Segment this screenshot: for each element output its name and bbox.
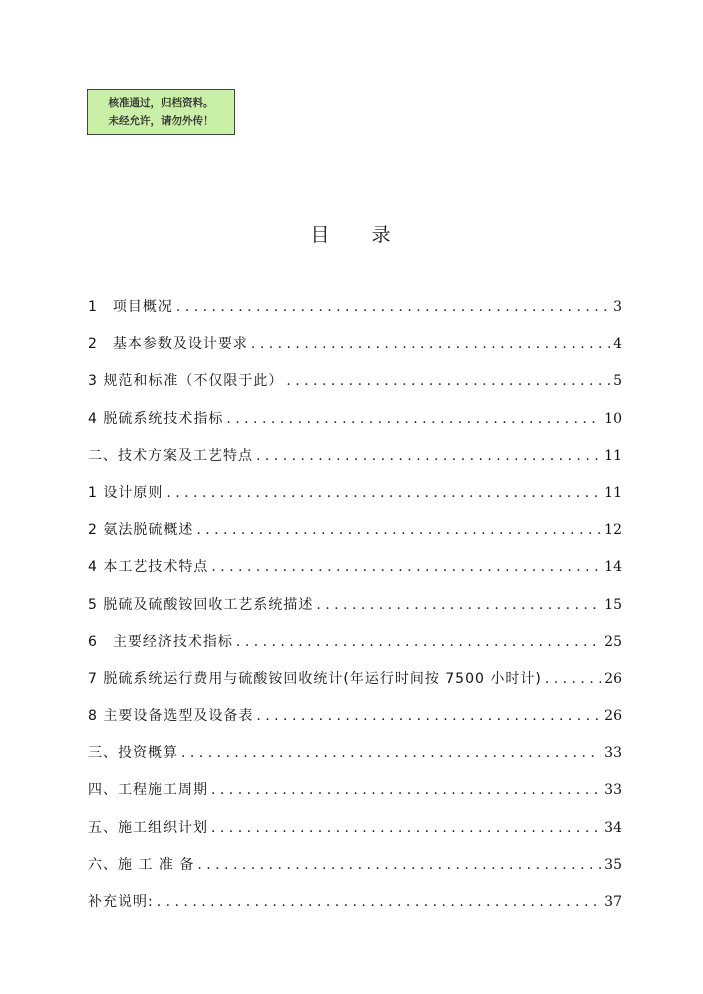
toc-entry-label: 6 主要经济技术指标	[88, 633, 233, 650]
toc-entry[interactable]	[88, 668, 622, 705]
toc-leader-dots	[236, 634, 601, 650]
toc-entry-page: 35	[604, 856, 622, 873]
table-of-contents	[88, 296, 622, 928]
toc-entry-page: 15	[604, 596, 622, 613]
toc-entry-label: 1 设计原则	[88, 484, 164, 501]
stamp-line-1: 核准通过，归档资料。	[108, 97, 214, 109]
toc-entry[interactable]	[88, 817, 622, 854]
toc-leader-dots	[251, 336, 610, 352]
toc-entry[interactable]	[88, 779, 622, 816]
toc-entry-label: 补充说明:	[88, 894, 154, 910]
toc-leader-dots	[157, 894, 601, 910]
toc-entry-page: 34	[604, 819, 622, 836]
toc-entry-label: 7 脱硫系统运行费用与硫酸铵回收统计(年运行时间按 7500 小时计)	[88, 670, 542, 687]
toc-entry-page: 25	[604, 633, 622, 650]
toc-entry-label: 4 脱硫系统技术指标	[88, 410, 224, 427]
toc-entry[interactable]	[88, 296, 622, 333]
toc-entry-label: 3 规范和标准（不仅限于此）	[88, 373, 284, 390]
toc-leader-dots	[545, 671, 601, 687]
archive-stamp	[87, 89, 235, 135]
toc-entry-page: 33	[604, 782, 622, 799]
toc-entry-page: 5	[613, 373, 622, 390]
toc-entry-page: 26	[604, 670, 622, 687]
toc-entry-label: 四、工程施工周期	[88, 782, 208, 799]
toc-entry-page: 14	[604, 559, 622, 576]
toc-entry-label: 5 脱硫及硫酸铵回收工艺系统描述	[88, 596, 314, 613]
toc-entry[interactable]	[88, 854, 622, 891]
toc-entry-label: 8 主要设备选型及设备表	[88, 708, 254, 725]
toc-entry[interactable]	[88, 594, 622, 631]
title-part-2: 录	[371, 224, 393, 246]
toc-leader-dots	[197, 857, 601, 873]
toc-entry-label: 4 本工艺技术特点	[88, 559, 209, 576]
toc-entry-label: 五、施工组织计划	[88, 819, 208, 836]
toc-entry[interactable]	[88, 556, 622, 593]
toc-leader-dots	[211, 559, 601, 575]
toc-entry[interactable]	[88, 742, 622, 779]
toc-entry-page: 10	[604, 410, 622, 427]
toc-leader-dots	[166, 485, 601, 501]
toc-leader-dots	[226, 411, 601, 427]
toc-entry[interactable]	[88, 519, 622, 556]
toc-entry-page: 37	[604, 894, 622, 910]
toc-entry-label: 二、技术方案及工艺特点	[88, 447, 253, 464]
toc-entry-page: 26	[604, 708, 622, 725]
toc-entry-label: 2 基本参数及设计要求	[88, 336, 248, 353]
toc-entry[interactable]	[88, 333, 622, 370]
toc-entry-label: 2 氨法脱硫概述	[88, 522, 194, 539]
toc-entry-label: 三、投资概算	[88, 745, 178, 762]
toc-leader-dots	[181, 745, 601, 761]
toc-entry[interactable]	[88, 370, 622, 407]
toc-entry[interactable]	[88, 445, 622, 482]
title-part-1: 目	[310, 224, 332, 246]
toc-leader-dots	[211, 820, 601, 836]
toc-entry-page: 11	[604, 484, 622, 501]
toc-leader-dots	[316, 597, 601, 613]
toc-leader-dots	[256, 448, 601, 464]
toc-leader-dots	[176, 299, 610, 315]
toc-entry-page: 12	[604, 522, 622, 539]
toc-leader-dots	[286, 373, 610, 389]
toc-entry-page: 4	[613, 336, 622, 353]
toc-entry[interactable]	[88, 631, 622, 668]
toc-leader-dots	[211, 782, 601, 798]
toc-leader-dots	[196, 522, 601, 538]
toc-entry[interactable]	[88, 482, 622, 519]
toc-entry-page: 11	[604, 447, 622, 464]
toc-entry[interactable]	[88, 408, 622, 445]
toc-entry-label: 1 项目概况	[88, 299, 173, 315]
toc-entry-page: 33	[604, 745, 622, 762]
toc-leader-dots	[256, 708, 601, 724]
stamp-line-2: 未经允许，请勿外传！	[108, 115, 214, 127]
page-title	[0, 220, 703, 247]
toc-entry-label: 六、施 工 准 备	[88, 856, 195, 873]
toc-entry-page: 3	[613, 299, 622, 315]
toc-entry[interactable]	[88, 705, 622, 742]
toc-entry[interactable]	[88, 891, 622, 928]
